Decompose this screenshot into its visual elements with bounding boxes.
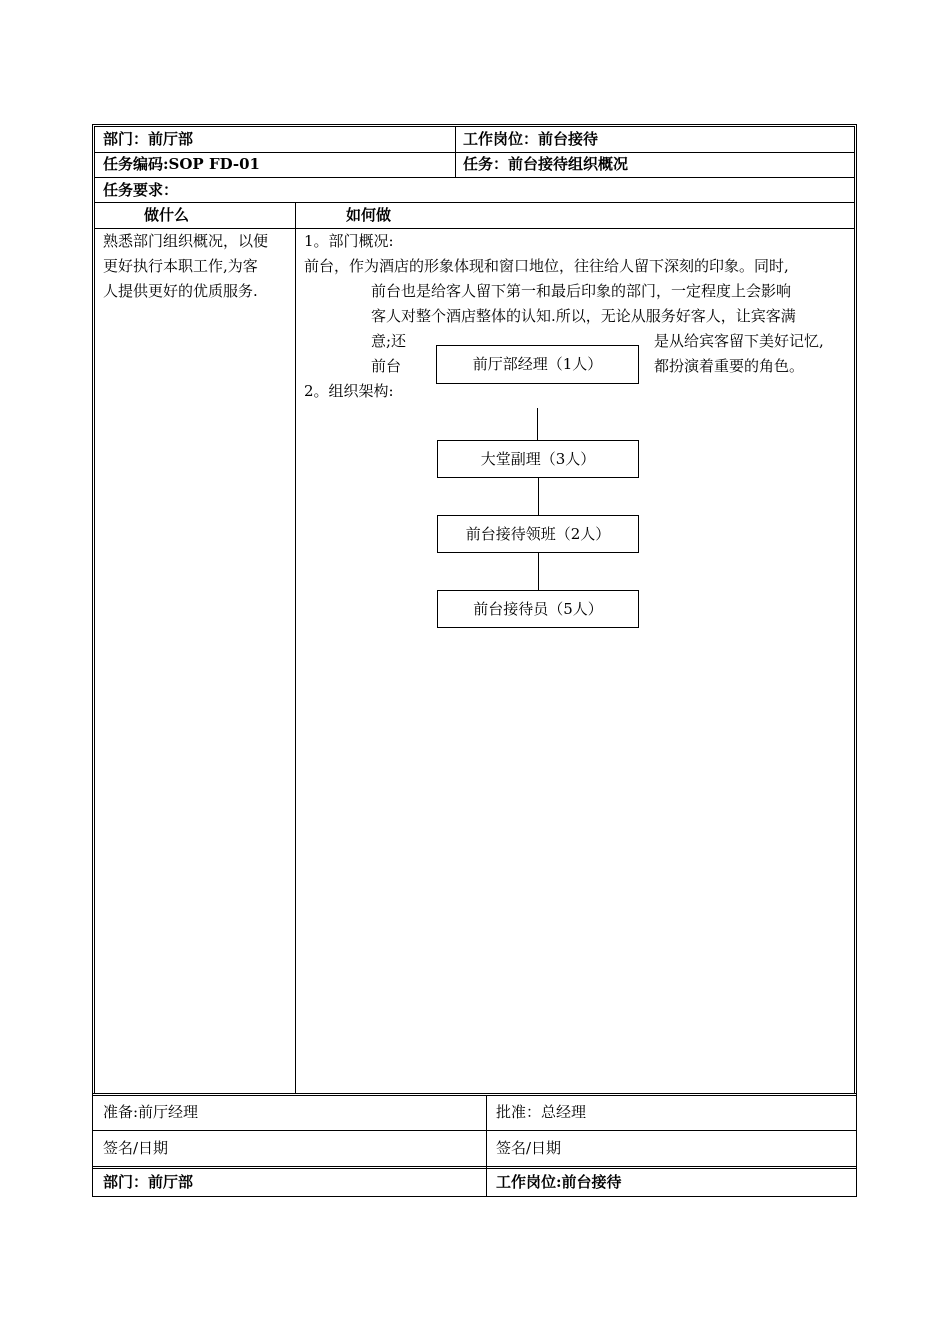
connector-line	[537, 408, 538, 440]
what-line: 人提供更好的优质服务.	[103, 282, 258, 300]
footer-position: 工作岗位:前台接待	[496, 1173, 622, 1191]
approved-by: 批准：总经理	[496, 1103, 587, 1121]
task-code-label: 任务编码:SOP FD-01	[103, 155, 260, 173]
connector-line	[538, 552, 539, 590]
what-line: 熟悉部门组织概况，以便	[103, 232, 269, 250]
org-node-receptionist: 前台接待员（5人）	[437, 590, 639, 628]
signature-date-left: 签名/日期	[103, 1139, 169, 1157]
section1-title: 1。部门概况:	[304, 232, 394, 250]
department-label: 部门：前厅部	[103, 130, 194, 148]
position-label: 工作岗位：前台接待	[463, 130, 599, 148]
org-node-supervisor: 前台接待领班（2人）	[437, 515, 639, 553]
org-node-assistant-manager: 大堂副理（3人）	[437, 440, 639, 478]
task-label: 任务：前台接待组织概况	[463, 155, 629, 173]
footer-department: 部门：前厅部	[103, 1173, 194, 1191]
section2-title: 2。组织架构:	[304, 382, 394, 400]
paragraph-line: 前台也是给客人留下第一和最后印象的部门，一定程度上会影响	[371, 282, 792, 300]
connector-line	[538, 477, 539, 515]
paragraph-line: 是从给宾客留下美好记忆,	[654, 332, 824, 350]
prepared-by: 准备:前厅经理	[103, 1103, 199, 1121]
paragraph-line: 前台	[371, 357, 402, 375]
requirements-label: 任务要求：	[103, 181, 179, 199]
paragraph-line: 客人对整个酒店整体的认知.所以，无论从服务好客人，让宾客满	[371, 307, 796, 325]
paragraph-line: 意;还	[371, 332, 407, 350]
org-node-manager: 前厅部经理（1人）	[436, 345, 639, 384]
paragraph-line: 都扮演着重要的角色。	[654, 357, 805, 375]
signature-date-right: 签名/日期	[496, 1139, 562, 1157]
column-header-how: 如何做	[346, 206, 392, 224]
paragraph-line: 前台，作为酒店的形象体现和窗口地位，往往给人留下深刻的印象。同时,	[304, 257, 789, 275]
column-header-what: 做什么	[144, 206, 190, 224]
what-line: 更好执行本职工作,为客	[103, 257, 258, 275]
